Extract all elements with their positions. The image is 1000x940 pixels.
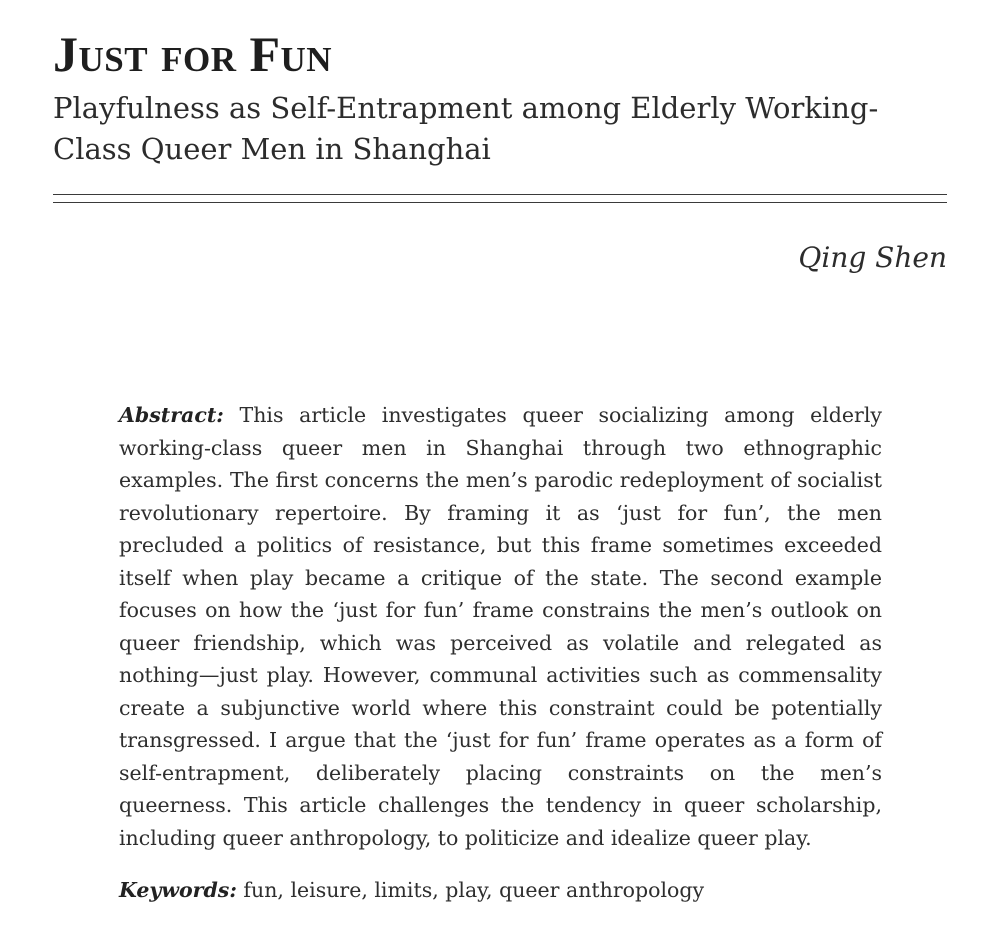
keywords-text: fun, leisure, limits, play, queer anthropology <box>243 878 705 902</box>
keywords-label: Keywords: <box>119 878 237 902</box>
title-divider-top <box>53 194 947 195</box>
article-subtitle: Playfulness as Self-Entrapment among Elderly Working-Class Queer Men in Shanghai <box>53 91 879 166</box>
author-name: Qing Shen <box>798 241 947 274</box>
article-title: Just for Fun <box>53 26 333 82</box>
abstract-text: This article investigates queer socializing among elderly working-class queer men in Shanghai through two ethnographic examples. The first concerns the men’s parodic redeployment of socialist revolutionary repertoire. By framing it as ‘just for fun’, the men precluded a politics of resistance, but this frame sometimes exceeded itself when play became a critique of the state. The second example focuses on how the ‘just for fun’ frame constrains the men’s outlook on queer friendship, which was perceived as volatile and relegated as nothing—just play. However, communal activities such as commensality create a subjunctive world where this constraint could be potentially transgressed. I argue that the ‘just for fun’ frame operates as a form of self-entrapment, deliberately placing constraints on the men’s queerness. This article challenges the tendency in queer scholarship, including queer anthropology, to politicize and idealize queer play. <box>119 403 882 850</box>
abstract-label: Abstract: <box>119 403 224 427</box>
title-divider-bottom <box>53 202 947 203</box>
keywords-line <box>119 874 882 906</box>
abstract-paragraph <box>119 399 882 854</box>
